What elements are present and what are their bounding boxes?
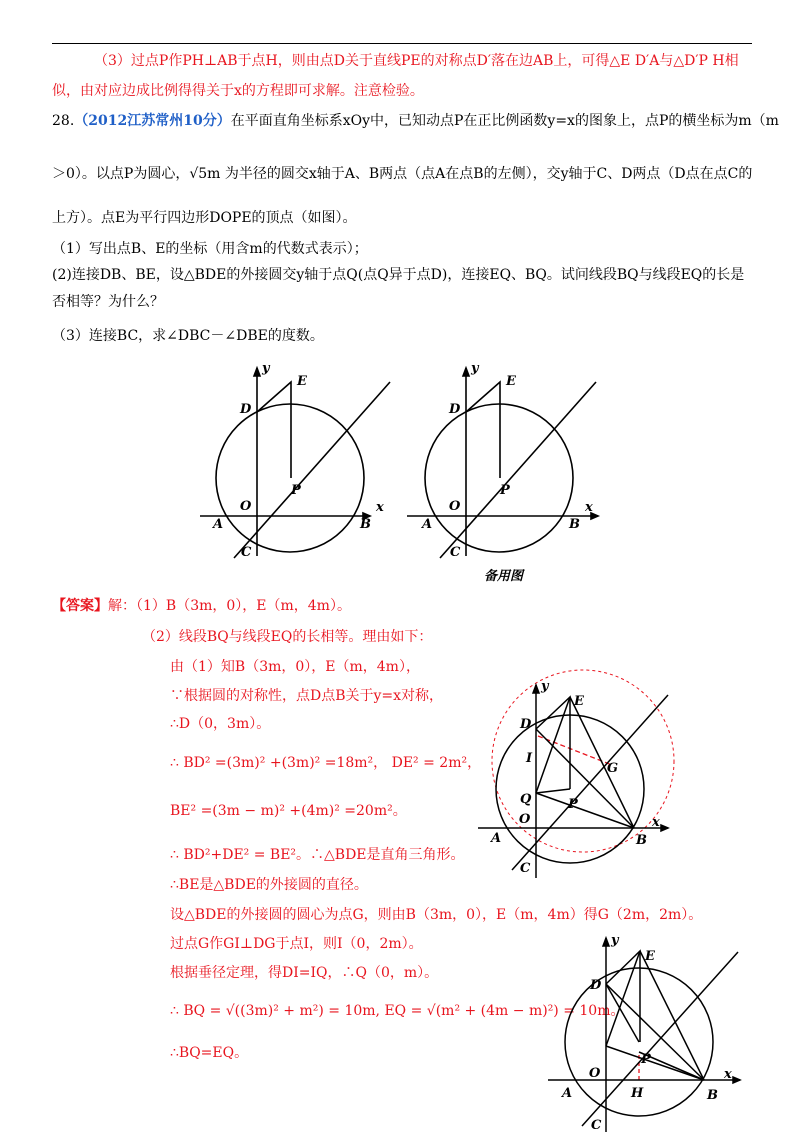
answer-part-1: 解：（1）B（3m，0），E（m，4m）。	[108, 598, 351, 614]
fig3-label-O: O	[519, 812, 531, 827]
answer-line-7: BE² =(3m − m)² +(4m)² =20m²。	[170, 803, 407, 819]
question-3: （3）连接BC，求∠DBC－∠DBE的度数。	[52, 328, 324, 344]
fig4-label-x: x	[724, 1067, 732, 1082]
answer-line-12: 根据垂径定理，得DI=IQ，∴Q（0，m）。	[170, 965, 439, 981]
fig3-label-I: I	[526, 751, 533, 766]
fig1-label-A: A	[213, 517, 224, 532]
fig1-label-C: C	[241, 545, 252, 560]
question-2b: 否相等？为什么？	[52, 294, 164, 310]
fig1-label-B: B	[360, 517, 371, 532]
fig3-label-B: B	[636, 833, 647, 848]
answer-line-11: 过点G作GI⊥DG于点I，则I（0，2m）。	[170, 936, 423, 952]
fig1-label-x: x	[376, 500, 384, 515]
hint-line-2: 似，由对应边成比例得得关于x的方程即可求解。注意检验。	[52, 83, 424, 99]
answer-line-9: ∴BE是△BDE的外接圆的直径。	[170, 877, 368, 893]
fig1-label-E: E	[297, 374, 307, 389]
fig3-label-y: y	[541, 679, 549, 694]
fig3-label-x: x	[652, 815, 660, 830]
fig4-label-P: P	[641, 1052, 651, 1067]
answer-line-2: （2）线段BQ与线段EQ的长相等。理由如下：	[142, 629, 433, 645]
problem-number: 28.	[52, 113, 75, 129]
answer-line-4: ∵根据圆的对称性，点D点B关于y=x对称，	[170, 688, 444, 704]
fig2-label-D: D	[449, 402, 461, 417]
fig1-label-y: y	[262, 361, 270, 376]
fig4-label-D: D	[590, 978, 602, 993]
backup-figure-caption: 备用图	[484, 569, 524, 584]
answer-line-3: 由（1）知B（3m，0），E（m，4m），	[170, 659, 420, 675]
fig2-label-P: P	[500, 483, 510, 498]
answer-tag: 【答案】	[52, 598, 108, 614]
question-1: （1）写出点B、E的坐标（用含m的代数式表示）；	[52, 241, 368, 257]
problem-stem-1: 在平面直角坐标系xOy中，已知动点P在正比例函数y=x的图象上，点P的横坐标为m（m	[230, 113, 779, 129]
fig4-label-E: E	[645, 949, 655, 964]
fig4-label-O: O	[589, 1066, 601, 1081]
fig3-label-E: E	[574, 694, 584, 709]
fig2-label-E: E	[506, 374, 516, 389]
fig4-label-y: y	[611, 933, 619, 948]
fig2-label-C: C	[450, 545, 461, 560]
fig2-label-y: y	[471, 361, 479, 376]
answer-line-8: ∴ BD²+DE² = BE²。∴△BDE是直角三角形。	[170, 847, 465, 863]
fig3-label-C: C	[520, 861, 531, 876]
fig4-label-B: B	[707, 1088, 718, 1103]
fig1-label-P: P	[291, 483, 301, 498]
answer-line-13: ∴ BQ = √((3m)² + m²) = 10m, EQ = √(m² + (4m − m)²) = 10m。	[170, 1003, 625, 1019]
fig2-label-B: B	[569, 517, 580, 532]
fig2-label-A: A	[422, 517, 433, 532]
fig4-label-A: A	[562, 1086, 573, 1101]
fig4-label-H: H	[631, 1086, 644, 1101]
hint-line-1: （3）过点P作PH⊥AB于点H，则由点D关于直线PE的对称点D′落在边AB上，可得△E D′A与△D′P H相	[94, 53, 739, 69]
fig3-label-D: D	[520, 717, 532, 732]
answer-line-10: 设△BDE的外接圆的圆心为点G，则由B（3m，0），E（m，4m）得G（2m，2m）。	[170, 907, 703, 923]
question-2a: (2)连接DB、BE，设△BDE的外接圆交y轴于点Q(点Q异于点D)，连接EQ、BQ。试问线段BQ与线段EQ的长是	[52, 267, 745, 283]
fig2-label-x: x	[585, 500, 593, 515]
problem-source: （2012江苏常州10分）	[74, 113, 231, 129]
problem-stem-2: ＞0）。以点P为圆心，√5m 为半径的圆交x轴于A、B两点（点A在点B的左侧），交y轴于C、D两点（D点在点C的	[52, 166, 753, 182]
fig3-label-G: G	[607, 761, 619, 776]
fig3-label-P: P	[568, 797, 578, 812]
fig1-label-O: O	[240, 499, 252, 514]
problem-stem-3: 上方）。点E为平行四边形DOPE的顶点（如图）。	[52, 210, 357, 226]
fig4-label-C: C	[591, 1118, 602, 1132]
fig2-label-O: O	[449, 499, 461, 514]
fig1-label-D: D	[240, 402, 252, 417]
fig3-label-A: A	[491, 831, 502, 846]
answer-line-6: ∴ BD² =(3m)² +(3m)² =18m²， DE² = 2m²，	[170, 755, 482, 771]
answer-line-5: ∴D（0，3m）。	[170, 716, 271, 732]
fig3-label-Q: Q	[520, 792, 532, 807]
answer-line-14: ∴BQ=EQ。	[170, 1045, 249, 1061]
